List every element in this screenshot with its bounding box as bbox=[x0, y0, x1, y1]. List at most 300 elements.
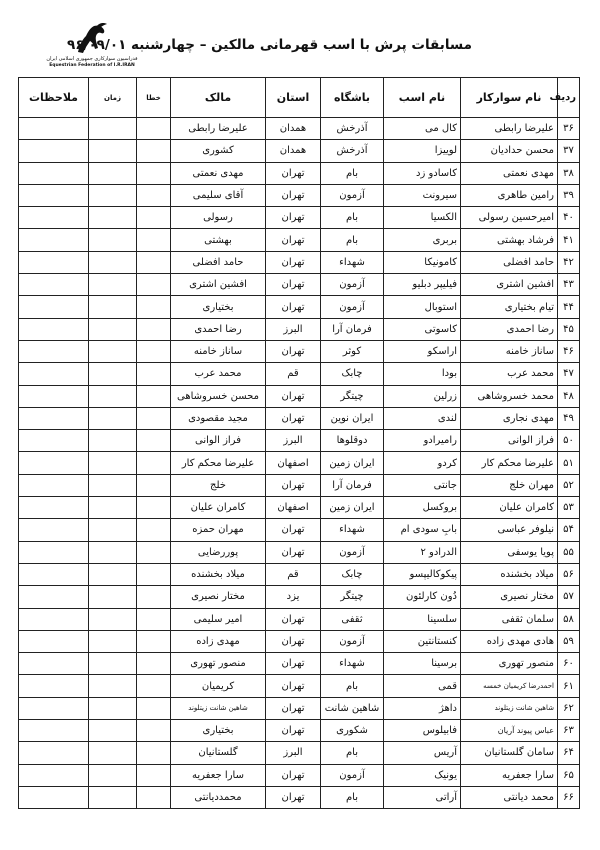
col-row-number-cell: ۴۷ bbox=[558, 363, 580, 385]
col-owner-cell: گلستانیان bbox=[171, 742, 266, 764]
col-faults-cell bbox=[137, 118, 171, 140]
page-title: مسابقات پرش با اسب قهرمانی مالکین – چهارشنبه ۹۶/۰۹/۰۱ bbox=[67, 37, 472, 53]
col-time-cell bbox=[89, 653, 137, 675]
col-province-cell: قم bbox=[266, 363, 321, 385]
logo-persian-text: فدراسیون سوارکاری جمهوری اسلامی ایران bbox=[46, 56, 138, 62]
col-time-cell bbox=[89, 452, 137, 474]
col-horse-name-cell: کنستانتین bbox=[384, 630, 461, 652]
col-club-cell: شاهین شانت bbox=[321, 697, 384, 719]
col-horse-name-cell: بروکسل bbox=[384, 497, 461, 519]
col-club-cell: بام bbox=[321, 742, 384, 764]
col-time-cell bbox=[89, 363, 137, 385]
col-row-number-cell: ۴۴ bbox=[558, 296, 580, 318]
col-remarks-cell bbox=[19, 452, 89, 474]
col-horse-name-cell: پیکوکالیپسو bbox=[384, 563, 461, 585]
col-row-number-cell: ۵۳ bbox=[558, 497, 580, 519]
col-remarks-cell bbox=[19, 162, 89, 184]
col-faults-cell bbox=[137, 207, 171, 229]
col-row-number-cell: ۶۳ bbox=[558, 720, 580, 742]
table-row bbox=[19, 296, 580, 318]
col-club-cell: آزمون bbox=[321, 274, 384, 296]
col-row-number-cell: ۶۲ bbox=[558, 697, 580, 719]
table-row bbox=[19, 497, 580, 519]
table-row bbox=[19, 519, 580, 541]
col-time-cell bbox=[89, 786, 137, 808]
col-remarks-cell bbox=[19, 786, 89, 808]
col-club-cell: شکوری bbox=[321, 720, 384, 742]
col-time-cell bbox=[89, 340, 137, 362]
col-faults-cell bbox=[137, 162, 171, 184]
col-club-cell: فرمان آرا bbox=[321, 318, 384, 340]
col-rider-name-cell: محمد خسروشاهی bbox=[461, 385, 558, 407]
results-table bbox=[18, 77, 580, 809]
col-province-cell: تهران bbox=[266, 474, 321, 496]
col-rider-name-header: نام سوارکار bbox=[461, 78, 558, 118]
col-remarks-cell bbox=[19, 385, 89, 407]
col-time-cell bbox=[89, 184, 137, 206]
col-time-cell bbox=[89, 497, 137, 519]
col-province-cell: تهران bbox=[266, 340, 321, 362]
col-province-cell: تهران bbox=[266, 519, 321, 541]
col-horse-name-header: نام اسب bbox=[384, 78, 461, 118]
col-rider-name-cell: هادی مهدی زاده bbox=[461, 630, 558, 652]
col-owner-header: مالک bbox=[171, 78, 266, 118]
col-remarks-cell bbox=[19, 697, 89, 719]
col-club-cell: آذرخش bbox=[321, 140, 384, 162]
col-row-number-cell: ۵۸ bbox=[558, 608, 580, 630]
col-remarks-cell bbox=[19, 318, 89, 340]
col-province-cell: تهران bbox=[266, 296, 321, 318]
col-province-cell: همدان bbox=[266, 140, 321, 162]
col-remarks-cell bbox=[19, 363, 89, 385]
col-owner-cell: مهران حمزه bbox=[171, 519, 266, 541]
col-club-cell: بام bbox=[321, 786, 384, 808]
col-province-cell: تهران bbox=[266, 653, 321, 675]
col-province-cell: تهران bbox=[266, 675, 321, 697]
col-faults-cell bbox=[137, 697, 171, 719]
col-owner-cell: آقای سلیمی bbox=[171, 184, 266, 206]
table-row bbox=[19, 363, 580, 385]
col-row-number-cell: ۵۶ bbox=[558, 563, 580, 585]
col-time-cell bbox=[89, 541, 137, 563]
table-row bbox=[19, 407, 580, 429]
col-remarks-cell bbox=[19, 474, 89, 496]
col-remarks-cell bbox=[19, 118, 89, 140]
col-remarks-cell bbox=[19, 140, 89, 162]
col-row-number-cell: ۶۵ bbox=[558, 764, 580, 786]
col-faults-cell bbox=[137, 563, 171, 585]
col-owner-cell: رضا احمدی bbox=[171, 318, 266, 340]
col-province-cell: تهران bbox=[266, 274, 321, 296]
col-rider-name-cell: محمد عرب bbox=[461, 363, 558, 385]
table-row bbox=[19, 340, 580, 362]
col-horse-name-cell: برسینا bbox=[384, 653, 461, 675]
col-owner-cell: پوررضایی bbox=[171, 541, 266, 563]
table-row bbox=[19, 118, 580, 140]
col-province-cell: قم bbox=[266, 563, 321, 585]
col-faults-cell bbox=[137, 586, 171, 608]
col-club-cell: آزمون bbox=[321, 541, 384, 563]
col-row-number-cell: ۶۰ bbox=[558, 653, 580, 675]
col-horse-name-cell: سیرونت bbox=[384, 184, 461, 206]
col-time-cell bbox=[89, 318, 137, 340]
col-time-cell bbox=[89, 764, 137, 786]
col-horse-name-cell: کاسادو زد bbox=[384, 162, 461, 184]
col-faults-cell bbox=[137, 541, 171, 563]
col-horse-name-cell: کاسوتی bbox=[384, 318, 461, 340]
table-header-row bbox=[19, 78, 580, 118]
table-row bbox=[19, 697, 580, 719]
col-club-cell: چیتگر bbox=[321, 586, 384, 608]
col-owner-cell: مهدی نعمتی bbox=[171, 162, 266, 184]
col-club-cell: شهداء bbox=[321, 653, 384, 675]
col-rider-name-cell: رضا احمدی bbox=[461, 318, 558, 340]
col-row-number-cell: ۳۸ bbox=[558, 162, 580, 184]
col-row-number-cell: ۴۸ bbox=[558, 385, 580, 407]
col-remarks-cell bbox=[19, 675, 89, 697]
col-rider-name-cell: افشین اشتری bbox=[461, 274, 558, 296]
col-remarks-cell bbox=[19, 541, 89, 563]
table-row bbox=[19, 162, 580, 184]
col-owner-cell: رسولی bbox=[171, 207, 266, 229]
col-rider-name-cell: مختار نصیری bbox=[461, 586, 558, 608]
col-province-cell: اصفهان bbox=[266, 497, 321, 519]
col-faults-cell bbox=[137, 786, 171, 808]
col-row-number-cell: ۳۶ bbox=[558, 118, 580, 140]
col-time-cell bbox=[89, 207, 137, 229]
col-time-cell bbox=[89, 140, 137, 162]
col-remarks-cell bbox=[19, 764, 89, 786]
col-owner-cell: محمد عرب bbox=[171, 363, 266, 385]
col-faults-cell bbox=[137, 608, 171, 630]
col-owner-cell: شاهین شانت زیتلوند bbox=[171, 697, 266, 719]
table-row bbox=[19, 474, 580, 496]
col-rider-name-cell: محمد دیانتی bbox=[461, 786, 558, 808]
col-club-cell: بام bbox=[321, 162, 384, 184]
col-faults-cell bbox=[137, 519, 171, 541]
col-owner-cell: خلج bbox=[171, 474, 266, 496]
col-horse-name-cell: کردو bbox=[384, 452, 461, 474]
col-row-number-cell: ۶۶ bbox=[558, 786, 580, 808]
col-faults-cell bbox=[137, 675, 171, 697]
col-row-number-cell: ۵۱ bbox=[558, 452, 580, 474]
col-horse-name-cell: الکسیا bbox=[384, 207, 461, 229]
table-row bbox=[19, 586, 580, 608]
col-owner-cell: مجید مقصودی bbox=[171, 407, 266, 429]
col-owner-cell: علیرضا رابطی bbox=[171, 118, 266, 140]
col-province-cell: البرز bbox=[266, 742, 321, 764]
col-owner-cell: بختیاری bbox=[171, 296, 266, 318]
col-rider-name-cell: منصور تهوری bbox=[461, 653, 558, 675]
col-row-number-cell: ۵۲ bbox=[558, 474, 580, 496]
col-faults-cell bbox=[137, 251, 171, 273]
col-club-cell: ثقفی bbox=[321, 608, 384, 630]
col-owner-cell: کامران علیان bbox=[171, 497, 266, 519]
col-remarks-cell bbox=[19, 586, 89, 608]
col-province-cell: یزد bbox=[266, 586, 321, 608]
col-province-cell: البرز bbox=[266, 318, 321, 340]
col-rider-name-cell: علیرضا محکم کار bbox=[461, 452, 558, 474]
table-row bbox=[19, 608, 580, 630]
col-club-cell: آزمون bbox=[321, 764, 384, 786]
col-owner-cell: بهشتی bbox=[171, 229, 266, 251]
col-faults-cell bbox=[137, 452, 171, 474]
col-club-cell: چیتگر bbox=[321, 385, 384, 407]
col-remarks-cell bbox=[19, 207, 89, 229]
col-horse-name-cell: اراسکو bbox=[384, 340, 461, 362]
col-row-number-cell: ۶۱ bbox=[558, 675, 580, 697]
col-row-number-cell: ۴۵ bbox=[558, 318, 580, 340]
col-province-cell: تهران bbox=[266, 251, 321, 273]
col-club-cell: کوثر bbox=[321, 340, 384, 362]
col-time-cell bbox=[89, 274, 137, 296]
col-row-number-cell: ۵۷ bbox=[558, 586, 580, 608]
col-rider-name-cell: کامران علیان bbox=[461, 497, 558, 519]
col-row-number-cell: ۶۴ bbox=[558, 742, 580, 764]
col-row-number-cell: ۴۶ bbox=[558, 340, 580, 362]
col-province-cell: تهران bbox=[266, 720, 321, 742]
col-time-cell bbox=[89, 630, 137, 652]
col-club-cell: بام bbox=[321, 675, 384, 697]
col-owner-cell: میلاد بخشنده bbox=[171, 563, 266, 585]
col-province-cell: تهران bbox=[266, 229, 321, 251]
table-row bbox=[19, 385, 580, 407]
col-province-cell: تهران bbox=[266, 184, 321, 206]
col-time-cell bbox=[89, 430, 137, 452]
col-faults-cell bbox=[137, 385, 171, 407]
col-province-header: استان bbox=[266, 78, 321, 118]
col-faults-cell bbox=[137, 140, 171, 162]
col-horse-name-cell: دُون کارلئون bbox=[384, 586, 461, 608]
col-faults-cell bbox=[137, 630, 171, 652]
col-club-cell: ایران نوین bbox=[321, 407, 384, 429]
col-club-cell: بام bbox=[321, 229, 384, 251]
col-rider-name-cell: محسن حدادیان bbox=[461, 140, 558, 162]
table-row bbox=[19, 207, 580, 229]
col-rider-name-cell: امیرحسین رسولی bbox=[461, 207, 558, 229]
col-rider-name-cell: فرشاد بهشتی bbox=[461, 229, 558, 251]
table-row bbox=[19, 140, 580, 162]
col-owner-cell: افشین اشتری bbox=[171, 274, 266, 296]
col-time-cell bbox=[89, 407, 137, 429]
col-time-cell bbox=[89, 118, 137, 140]
col-owner-cell: علیرضا محکم کار bbox=[171, 452, 266, 474]
col-province-cell: البرز bbox=[266, 430, 321, 452]
table-row bbox=[19, 653, 580, 675]
col-remarks-cell bbox=[19, 430, 89, 452]
col-time-cell bbox=[89, 608, 137, 630]
col-faults-cell bbox=[137, 340, 171, 362]
col-row-number-cell: ۵۴ bbox=[558, 519, 580, 541]
col-remarks-cell bbox=[19, 296, 89, 318]
col-province-cell: تهران bbox=[266, 608, 321, 630]
col-remarks-cell bbox=[19, 608, 89, 630]
col-club-cell: چابک bbox=[321, 563, 384, 585]
col-rider-name-cell: سامان گلستانیان bbox=[461, 742, 558, 764]
col-faults-cell bbox=[137, 764, 171, 786]
col-remarks-cell bbox=[19, 497, 89, 519]
col-owner-cell: ساناز خامنه bbox=[171, 340, 266, 362]
col-faults-cell bbox=[137, 742, 171, 764]
col-remarks-cell bbox=[19, 630, 89, 652]
col-horse-name-cell: فابیلوس bbox=[384, 720, 461, 742]
col-faults-cell bbox=[137, 430, 171, 452]
col-time-cell bbox=[89, 519, 137, 541]
col-club-cell: بام bbox=[321, 207, 384, 229]
col-time-cell bbox=[89, 675, 137, 697]
col-owner-cell: فراز الوانی bbox=[171, 430, 266, 452]
col-time-cell bbox=[89, 586, 137, 608]
col-owner-cell: منصور تهوری bbox=[171, 653, 266, 675]
table-row bbox=[19, 430, 580, 452]
col-province-cell: اصفهان bbox=[266, 452, 321, 474]
col-province-cell: همدان bbox=[266, 118, 321, 140]
col-remarks-cell bbox=[19, 274, 89, 296]
col-remarks-header: ملاحظات bbox=[19, 78, 89, 118]
col-club-cell: آزمون bbox=[321, 296, 384, 318]
table-row bbox=[19, 764, 580, 786]
col-faults-cell bbox=[137, 229, 171, 251]
col-rider-name-cell: مهدی نجاری bbox=[461, 407, 558, 429]
col-horse-name-cell: بودا bbox=[384, 363, 461, 385]
col-owner-cell: حامد افضلی bbox=[171, 251, 266, 273]
table-row bbox=[19, 274, 580, 296]
col-owner-cell: مختار نصیری bbox=[171, 586, 266, 608]
col-club-cell: شهداء bbox=[321, 251, 384, 273]
col-horse-name-cell: آراتی bbox=[384, 786, 461, 808]
table-row bbox=[19, 251, 580, 273]
col-province-cell: تهران bbox=[266, 697, 321, 719]
col-club-cell: ایران زمین bbox=[321, 452, 384, 474]
col-horse-name-cell: داهژ bbox=[384, 697, 461, 719]
col-club-cell: ایران زمین bbox=[321, 497, 384, 519]
col-time-cell bbox=[89, 385, 137, 407]
col-row-number-cell: ۴۱ bbox=[558, 229, 580, 251]
col-owner-cell: مهدی زاده bbox=[171, 630, 266, 652]
col-time-header: زمان bbox=[89, 78, 137, 118]
col-province-cell: تهران bbox=[266, 786, 321, 808]
col-time-cell bbox=[89, 229, 137, 251]
col-province-cell: تهران bbox=[266, 207, 321, 229]
col-province-cell: تهران bbox=[266, 541, 321, 563]
col-row-number-cell: ۵۹ bbox=[558, 630, 580, 652]
col-faults-cell bbox=[137, 274, 171, 296]
col-club-cell: آزمون bbox=[321, 630, 384, 652]
col-owner-cell: محسن خسروشاهی bbox=[171, 385, 266, 407]
col-row-number-cell: ۳۷ bbox=[558, 140, 580, 162]
col-faults-cell bbox=[137, 407, 171, 429]
col-row-number-cell: ۴۳ bbox=[558, 274, 580, 296]
table-row bbox=[19, 452, 580, 474]
col-horse-name-cell: آریس bbox=[384, 742, 461, 764]
col-time-cell bbox=[89, 474, 137, 496]
col-province-cell: تهران bbox=[266, 630, 321, 652]
col-owner-cell: کریمیان bbox=[171, 675, 266, 697]
table-row bbox=[19, 630, 580, 652]
col-time-cell bbox=[89, 296, 137, 318]
table-row bbox=[19, 541, 580, 563]
page-header bbox=[0, 0, 600, 78]
table-row bbox=[19, 229, 580, 251]
col-row-number-cell: ۴۰ bbox=[558, 207, 580, 229]
col-faults-cell bbox=[137, 474, 171, 496]
col-club-cell: شهداء bbox=[321, 519, 384, 541]
table-row bbox=[19, 318, 580, 340]
col-rider-name-cell: ساناز خامنه bbox=[461, 340, 558, 362]
col-remarks-cell bbox=[19, 653, 89, 675]
col-rider-name-cell: علیرضا رابطی bbox=[461, 118, 558, 140]
col-time-cell bbox=[89, 720, 137, 742]
col-time-cell bbox=[89, 251, 137, 273]
col-horse-name-cell: یونیک bbox=[384, 764, 461, 786]
col-row-number-header: ردیف bbox=[558, 78, 580, 118]
col-province-cell: تهران bbox=[266, 407, 321, 429]
col-remarks-cell bbox=[19, 563, 89, 585]
col-owner-cell: سارا جعفریه bbox=[171, 764, 266, 786]
col-club-header: باشگاه bbox=[321, 78, 384, 118]
col-time-cell bbox=[89, 563, 137, 585]
col-remarks-cell bbox=[19, 519, 89, 541]
col-horse-name-cell: لوییزا bbox=[384, 140, 461, 162]
col-owner-cell: محمددیانتی bbox=[171, 786, 266, 808]
col-row-number-cell: ۵۵ bbox=[558, 541, 580, 563]
table-row bbox=[19, 675, 580, 697]
col-horse-name-cell: استوبال bbox=[384, 296, 461, 318]
col-horse-name-cell: لندی bbox=[384, 407, 461, 429]
col-rider-name-cell: رامین طاهری bbox=[461, 184, 558, 206]
col-horse-name-cell: سلسینا bbox=[384, 608, 461, 630]
col-time-cell bbox=[89, 742, 137, 764]
col-remarks-cell bbox=[19, 742, 89, 764]
col-rider-name-cell: سلمان ثقفی bbox=[461, 608, 558, 630]
col-rider-name-cell: مهران خلج bbox=[461, 474, 558, 496]
col-rider-name-cell: عباس پیوند آریان bbox=[461, 720, 558, 742]
col-rider-name-cell: مهدی نعمتی bbox=[461, 162, 558, 184]
col-remarks-cell bbox=[19, 340, 89, 362]
col-horse-name-cell: قمی bbox=[384, 675, 461, 697]
col-time-cell bbox=[89, 162, 137, 184]
col-province-cell: تهران bbox=[266, 162, 321, 184]
col-faults-cell bbox=[137, 296, 171, 318]
col-remarks-cell bbox=[19, 229, 89, 251]
col-owner-cell: بختیاری bbox=[171, 720, 266, 742]
col-rider-name-cell: میلاد بخشنده bbox=[461, 563, 558, 585]
col-rider-name-cell: احمدرضا کریمیان خمسه bbox=[461, 675, 558, 697]
table-row bbox=[19, 184, 580, 206]
col-province-cell: تهران bbox=[266, 764, 321, 786]
col-club-cell: آزمون bbox=[321, 184, 384, 206]
col-horse-name-cell: زرلین bbox=[384, 385, 461, 407]
col-remarks-cell bbox=[19, 184, 89, 206]
col-row-number-cell: ۴۲ bbox=[558, 251, 580, 273]
col-remarks-cell bbox=[19, 407, 89, 429]
col-faults-cell bbox=[137, 653, 171, 675]
col-rider-name-cell: نیلوفر عباسی bbox=[461, 519, 558, 541]
col-faults-cell bbox=[137, 720, 171, 742]
col-horse-name-cell: بابِ سودی ام bbox=[384, 519, 461, 541]
col-owner-cell: کشوری bbox=[171, 140, 266, 162]
col-horse-name-cell: بربری bbox=[384, 229, 461, 251]
col-rider-name-cell: پویا یوسفی bbox=[461, 541, 558, 563]
col-row-number-cell: ۳۹ bbox=[558, 184, 580, 206]
col-owner-cell: امیر سلیمی bbox=[171, 608, 266, 630]
col-rider-name-cell: شاهین شانت زیتلوند bbox=[461, 697, 558, 719]
col-faults-cell bbox=[137, 184, 171, 206]
col-row-number-cell: ۵۰ bbox=[558, 430, 580, 452]
col-club-cell: آذرخش bbox=[321, 118, 384, 140]
col-rider-name-cell: فراز الوانی bbox=[461, 430, 558, 452]
col-faults-cell bbox=[137, 497, 171, 519]
